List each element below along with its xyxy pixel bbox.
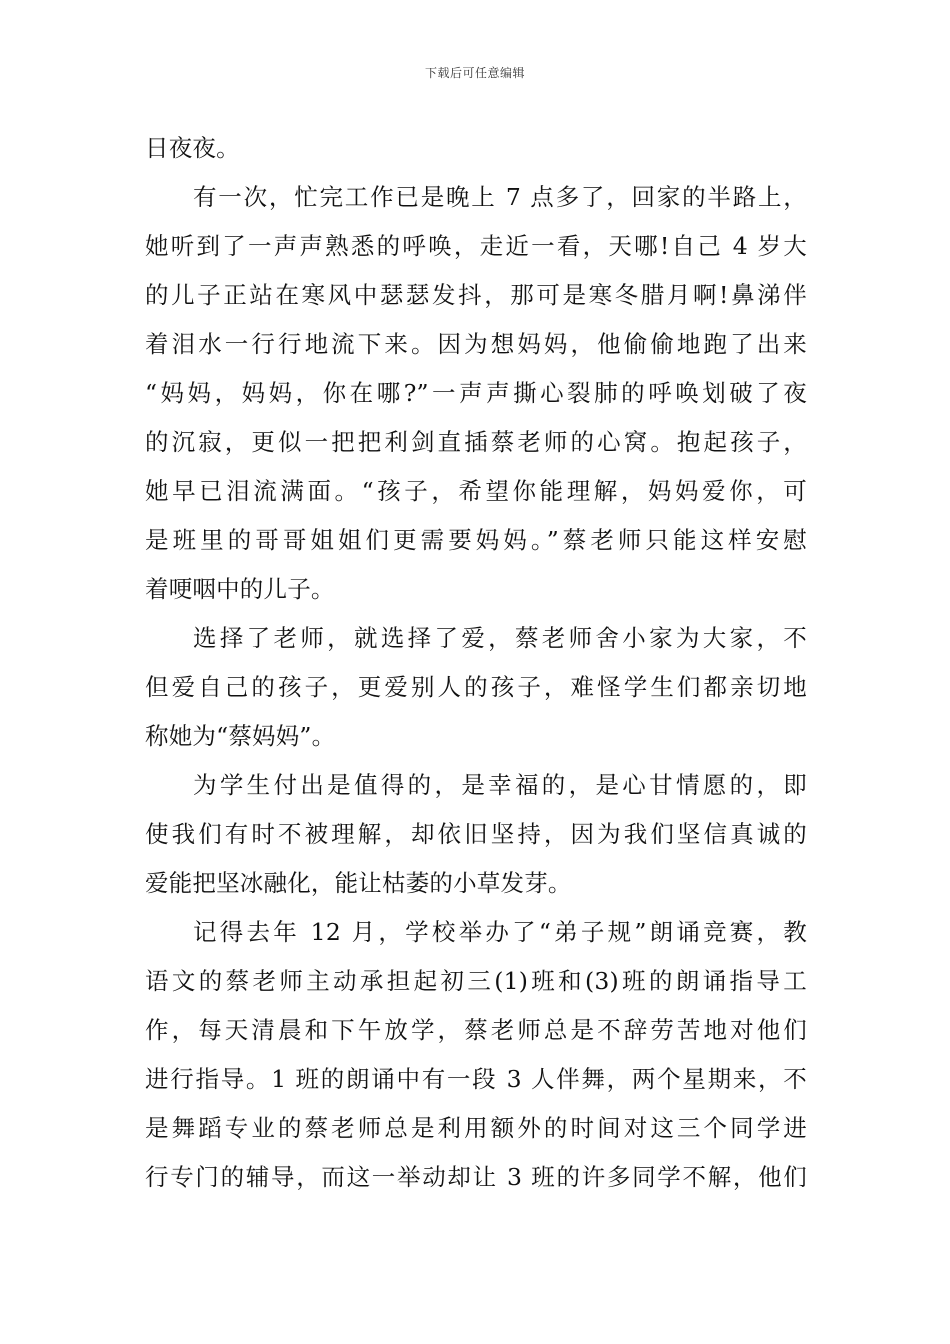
text-line: 着泪水一行行地流下来。因为想妈妈，他偷偷地跑了出来 bbox=[145, 330, 807, 358]
text-line: 选择了老师，就选择了爱，蔡老师舍小家为大家，不 bbox=[193, 624, 807, 652]
text-line: 是班里的哥哥姐姐们更需要妈妈。”蔡老师只能这样安慰 bbox=[145, 526, 807, 554]
text-line: 她听到了一声声熟悉的呼唤，走近一看，天哪!自己 4 岁大 bbox=[145, 232, 807, 260]
text-line: 行专门的辅导，而这一举动却让 3 班的许多同学不解，他们 bbox=[145, 1163, 807, 1191]
text-line: 她早已泪流满面。“孩子，希望你能理解，妈妈爱你，可 bbox=[145, 477, 807, 505]
text-line: 爱能把坚冰融化，能让枯萎的小草发芽。 bbox=[145, 869, 572, 897]
text-line: 语文的蔡老师主动承担起初三(1)班和(3)班的朗诵指导工 bbox=[145, 967, 807, 995]
text-line: 但爱自己的孩子，更爱别人的孩子，难怪学生们都亲切地 bbox=[145, 673, 807, 701]
page-header: 下载后可任意编辑 bbox=[424, 66, 525, 80]
text-line: 使我们有时不被理解，却依旧坚持，因为我们坚信真诚的 bbox=[145, 820, 807, 848]
text-line: 日夜夜。 bbox=[145, 134, 240, 162]
text-line: 记得去年 12 月，学校举办了“弟子规”朗诵竞赛，教 bbox=[193, 918, 807, 946]
document-body bbox=[145, 124, 807, 1202]
text-line: 有一次，忙完工作已是晚上 7 点多了，回家的半路上， bbox=[193, 183, 807, 211]
text-line: 为学生付出是值得的，是幸福的，是心甘情愿的，即 bbox=[193, 771, 807, 799]
text-line: 进行指导。1 班的朗诵中有一段 3 人伴舞，两个星期来，不 bbox=[145, 1065, 807, 1093]
text-line: 着哽咽中的儿子。 bbox=[145, 575, 335, 603]
text-line: 作，每天清晨和下午放学，蔡老师总是不辞劳苦地对他们 bbox=[145, 1016, 807, 1044]
text-line: 是舞蹈专业的蔡老师总是利用额外的时间对这三个同学进 bbox=[145, 1114, 807, 1142]
text-line: 称她为“蔡妈妈”。 bbox=[145, 722, 336, 750]
text-line: “妈妈，妈妈，你在哪?”一声声撕心裂肺的呼唤划破了夜 bbox=[145, 379, 807, 407]
text-line: 的儿子正站在寒风中瑟瑟发抖，那可是寒冬腊月啊!鼻涕伴 bbox=[145, 281, 807, 309]
text-line: 的沉寂，更似一把把利剑直插蔡老师的心窝。抱起孩子， bbox=[145, 428, 807, 456]
